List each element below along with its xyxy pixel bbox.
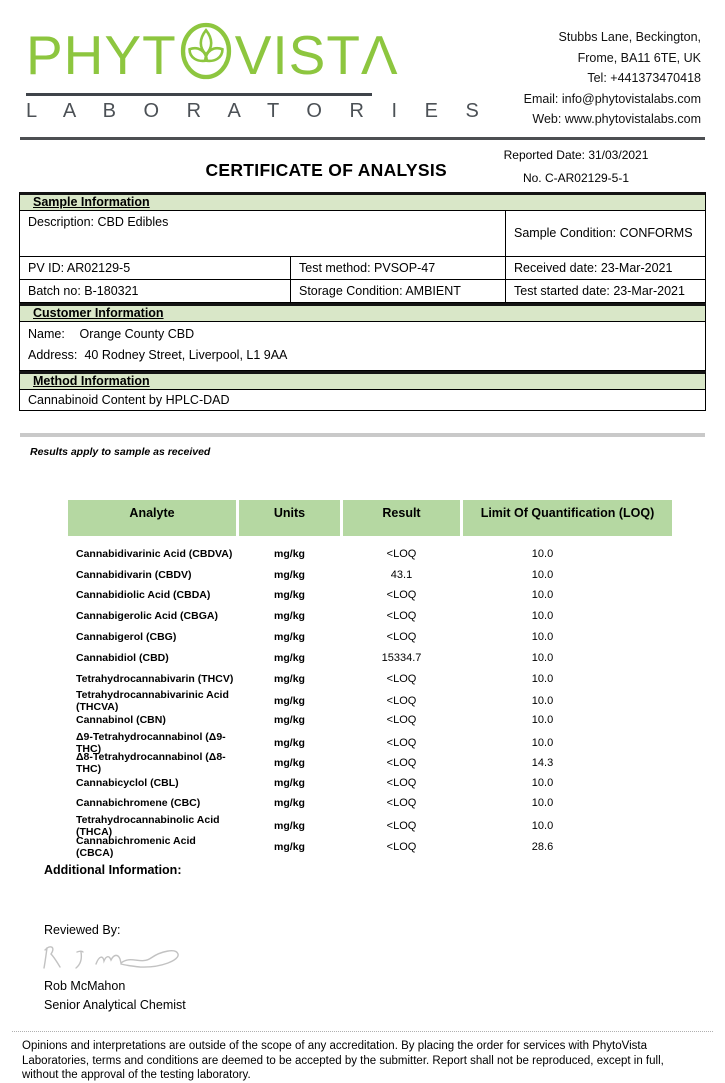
analyte-units: mg/kg [274, 840, 305, 853]
analyte-result: <LOQ [386, 695, 417, 708]
section-title: Method Information [33, 373, 150, 388]
analyte-result: <LOQ [386, 589, 417, 602]
table-row [68, 834, 672, 859]
customer-name-line [28, 326, 697, 342]
section-title: Customer Information [33, 305, 164, 320]
analyte-result: <LOQ [386, 672, 417, 685]
phytovista-logo [26, 22, 490, 130]
analyte-result: <LOQ [386, 610, 417, 623]
batch-no-cell: Batch no: B-180321 [20, 280, 291, 302]
analyte-name: Tetrahydrocannabinolic Acid (THCA) [76, 813, 220, 838]
analyte-units: mg/kg [274, 714, 305, 727]
contact-email: Email: info@phytovistalabs.com [523, 91, 701, 106]
analyte-loq: 10.0 [531, 797, 554, 810]
analyte-loq: 10.0 [531, 568, 554, 581]
analyte-units: mg/kg [274, 736, 305, 749]
analyte-name: Cannabigerol (CBG) [76, 631, 177, 644]
analyte-loq: 10.0 [531, 672, 554, 685]
table-row [68, 544, 672, 565]
analyte-units: mg/kg [274, 695, 305, 708]
analyte-result: 15334.7 [381, 651, 422, 664]
analyte-result: <LOQ [386, 547, 417, 560]
analyte-name: Cannabichromenic Acid (CBCA) [76, 834, 196, 859]
analyte-name: Cannabidiol (CBD) [76, 651, 169, 664]
table-row [68, 647, 672, 668]
analyte-loq: 10.0 [531, 714, 554, 727]
results-table [68, 500, 672, 859]
analyte-name: Tetrahydrocannabivarin (THCV) [76, 672, 234, 685]
analyte-name: Cannabinol (CBN) [76, 714, 166, 727]
table-row [68, 813, 672, 838]
leaf-o-icon [180, 22, 232, 89]
results-table-header [68, 500, 672, 536]
analyte-result: <LOQ [386, 840, 417, 853]
analyte-name: Cannabidivarinic Acid (CBDVA) [76, 547, 233, 560]
name-label: Name: [28, 326, 65, 341]
analyte-units: mg/kg [274, 589, 305, 602]
section-divider [20, 433, 705, 437]
analyte-units: mg/kg [274, 776, 305, 789]
table-row [68, 793, 672, 814]
received-date-cell: Received date: 23-Mar-2021 [514, 260, 673, 275]
results-rows [68, 544, 672, 859]
analyte-units: mg/kg [274, 672, 305, 685]
analyte-name: Cannabicyclol (CBL) [76, 776, 179, 789]
footer-disclaimer: Opinions and interpretations are outside of the scope of any accreditation. By placing the order for services with PhytoVista Laboratories, terms and conditions are deemed to be accepted by the submitter. Report shall not be reproduced, except in full, without the approval of the testing laboratory. [22, 1040, 664, 1082]
reviewer-title: Senior Analytical Chemist [44, 998, 186, 1013]
logo-divider [26, 93, 372, 96]
analyte-loq: 10.0 [531, 651, 554, 664]
table-row [68, 585, 672, 606]
address-label: Address: [28, 347, 78, 362]
table-row [68, 730, 672, 755]
table-row [68, 564, 672, 585]
sample-info-row-1 [19, 211, 706, 257]
logo-wordmark [26, 22, 398, 89]
logo-text-start: PHYT [26, 24, 177, 86]
sample-information-section [19, 192, 706, 411]
analyte-result: 43.1 [390, 568, 413, 581]
method-info-body: Cannabinoid Content by HPLC-DAD [19, 390, 706, 411]
additional-information-label: Additional Information: [44, 863, 182, 878]
reported-date: Reported Date: 31/03/2021 [503, 147, 649, 162]
sample-information-header [19, 192, 706, 211]
title-row [0, 140, 725, 185]
analyte-units: mg/kg [274, 757, 305, 770]
analyte-name: Cannabigerolic Acid (CBGA) [76, 610, 218, 623]
storage-condition-cell: Storage Condition: AMBIENT [291, 280, 506, 302]
customer-information-header [19, 303, 706, 322]
logo-subtitle: L A B O R A T O R I E S [26, 100, 490, 122]
analyte-units: mg/kg [274, 547, 305, 560]
analyte-result: <LOQ [386, 819, 417, 832]
signature-image [40, 941, 725, 976]
col-header-result: Result [343, 500, 460, 536]
analyte-units: mg/kg [274, 568, 305, 581]
analyte-result: <LOQ [386, 736, 417, 749]
logo-text-end: VISTΛ [234, 24, 399, 86]
sample-condition-cell: Sample Condition: CONFORMS [514, 226, 693, 240]
contact-address-line2: Frome, BA11 6TE, UK [577, 50, 701, 65]
customer-name: Orange County CBD [79, 326, 195, 341]
analyte-name: Cannabidivarin (CBDV) [76, 568, 192, 581]
analyte-name: Cannabidiolic Acid (CBDA) [76, 589, 211, 602]
sample-info-row-2 [19, 257, 706, 280]
analyte-loq: 28.6 [531, 840, 554, 853]
analyte-result: <LOQ [386, 776, 417, 789]
table-row [68, 689, 672, 714]
analyte-loq: 10.0 [531, 695, 554, 708]
analyte-loq: 10.0 [531, 736, 554, 749]
analyte-loq: 10.0 [531, 589, 554, 602]
footer-divider [12, 1031, 713, 1032]
page-title: CERTIFICATE OF ANALYSIS [205, 159, 447, 180]
sample-info-row-3 [19, 280, 706, 303]
analyte-name: Δ9-Tetrahydrocannabinol (Δ9-THC) [76, 730, 226, 755]
col-header-loq: Limit Of Quantification (LOQ) [463, 500, 672, 536]
contact-tel: Tel: +441373470418 [587, 71, 701, 85]
reviewed-by-label: Reviewed By: [44, 923, 121, 938]
analyte-loq: 10.0 [531, 631, 554, 644]
results-note: Results apply to sample as received [30, 445, 211, 458]
table-row [68, 606, 672, 627]
analyte-loq: 10.0 [531, 610, 554, 623]
description-cell: Description: CBD Edibles [20, 211, 506, 256]
analyte-units: mg/kg [274, 797, 305, 810]
analyte-units: mg/kg [274, 631, 305, 644]
test-method-cell: Test method: PVSOP-47 [291, 257, 506, 279]
analyte-units: mg/kg [274, 819, 305, 832]
analyte-result: <LOQ [386, 631, 417, 644]
contact-address-line1: Stubbs Lane, Beckington, [558, 30, 701, 44]
col-header-analyte: Analyte [68, 500, 236, 536]
analyte-result: <LOQ [386, 714, 417, 727]
report-meta [447, 145, 705, 185]
lab-contact-block [524, 22, 701, 130]
report-number: No. C-AR02129-5-1 [522, 170, 630, 185]
table-row [68, 627, 672, 648]
table-row [68, 668, 672, 689]
analyte-loq: 10.0 [531, 547, 554, 560]
method-information-header [19, 371, 706, 390]
analyte-result: <LOQ [386, 757, 417, 770]
test-started-date-cell: Test started date: 23-Mar-2021 [514, 283, 685, 298]
analyte-name: Cannabichromene (CBC) [76, 797, 201, 810]
analyte-loq: 10.0 [531, 819, 554, 832]
analyte-units: mg/kg [274, 651, 305, 664]
section-title: Sample Information [33, 194, 150, 209]
col-header-units: Units [239, 500, 340, 536]
customer-address-line [28, 347, 697, 363]
customer-info-body [19, 322, 706, 371]
reviewer-name: Rob McMahon [44, 979, 126, 994]
analyte-result: <LOQ [386, 797, 417, 810]
table-row [68, 751, 672, 776]
analyte-loq: 10.0 [531, 776, 554, 789]
analyte-loq: 14.3 [531, 757, 554, 770]
pv-id-cell: PV ID: AR02129-5 [20, 257, 291, 279]
contact-web: Web: www.phytovistalabs.com [532, 112, 701, 126]
analyte-name: Δ8-Tetrahydrocannabinol (Δ8-THC) [76, 751, 226, 776]
analyte-name: Tetrahydrocannabivarinic Acid (THCVA) [76, 689, 229, 714]
analyte-units: mg/kg [274, 610, 305, 623]
customer-address: 40 Rodney Street, Liverpool, L1 9AA [84, 347, 288, 362]
page-header [0, 22, 725, 130]
